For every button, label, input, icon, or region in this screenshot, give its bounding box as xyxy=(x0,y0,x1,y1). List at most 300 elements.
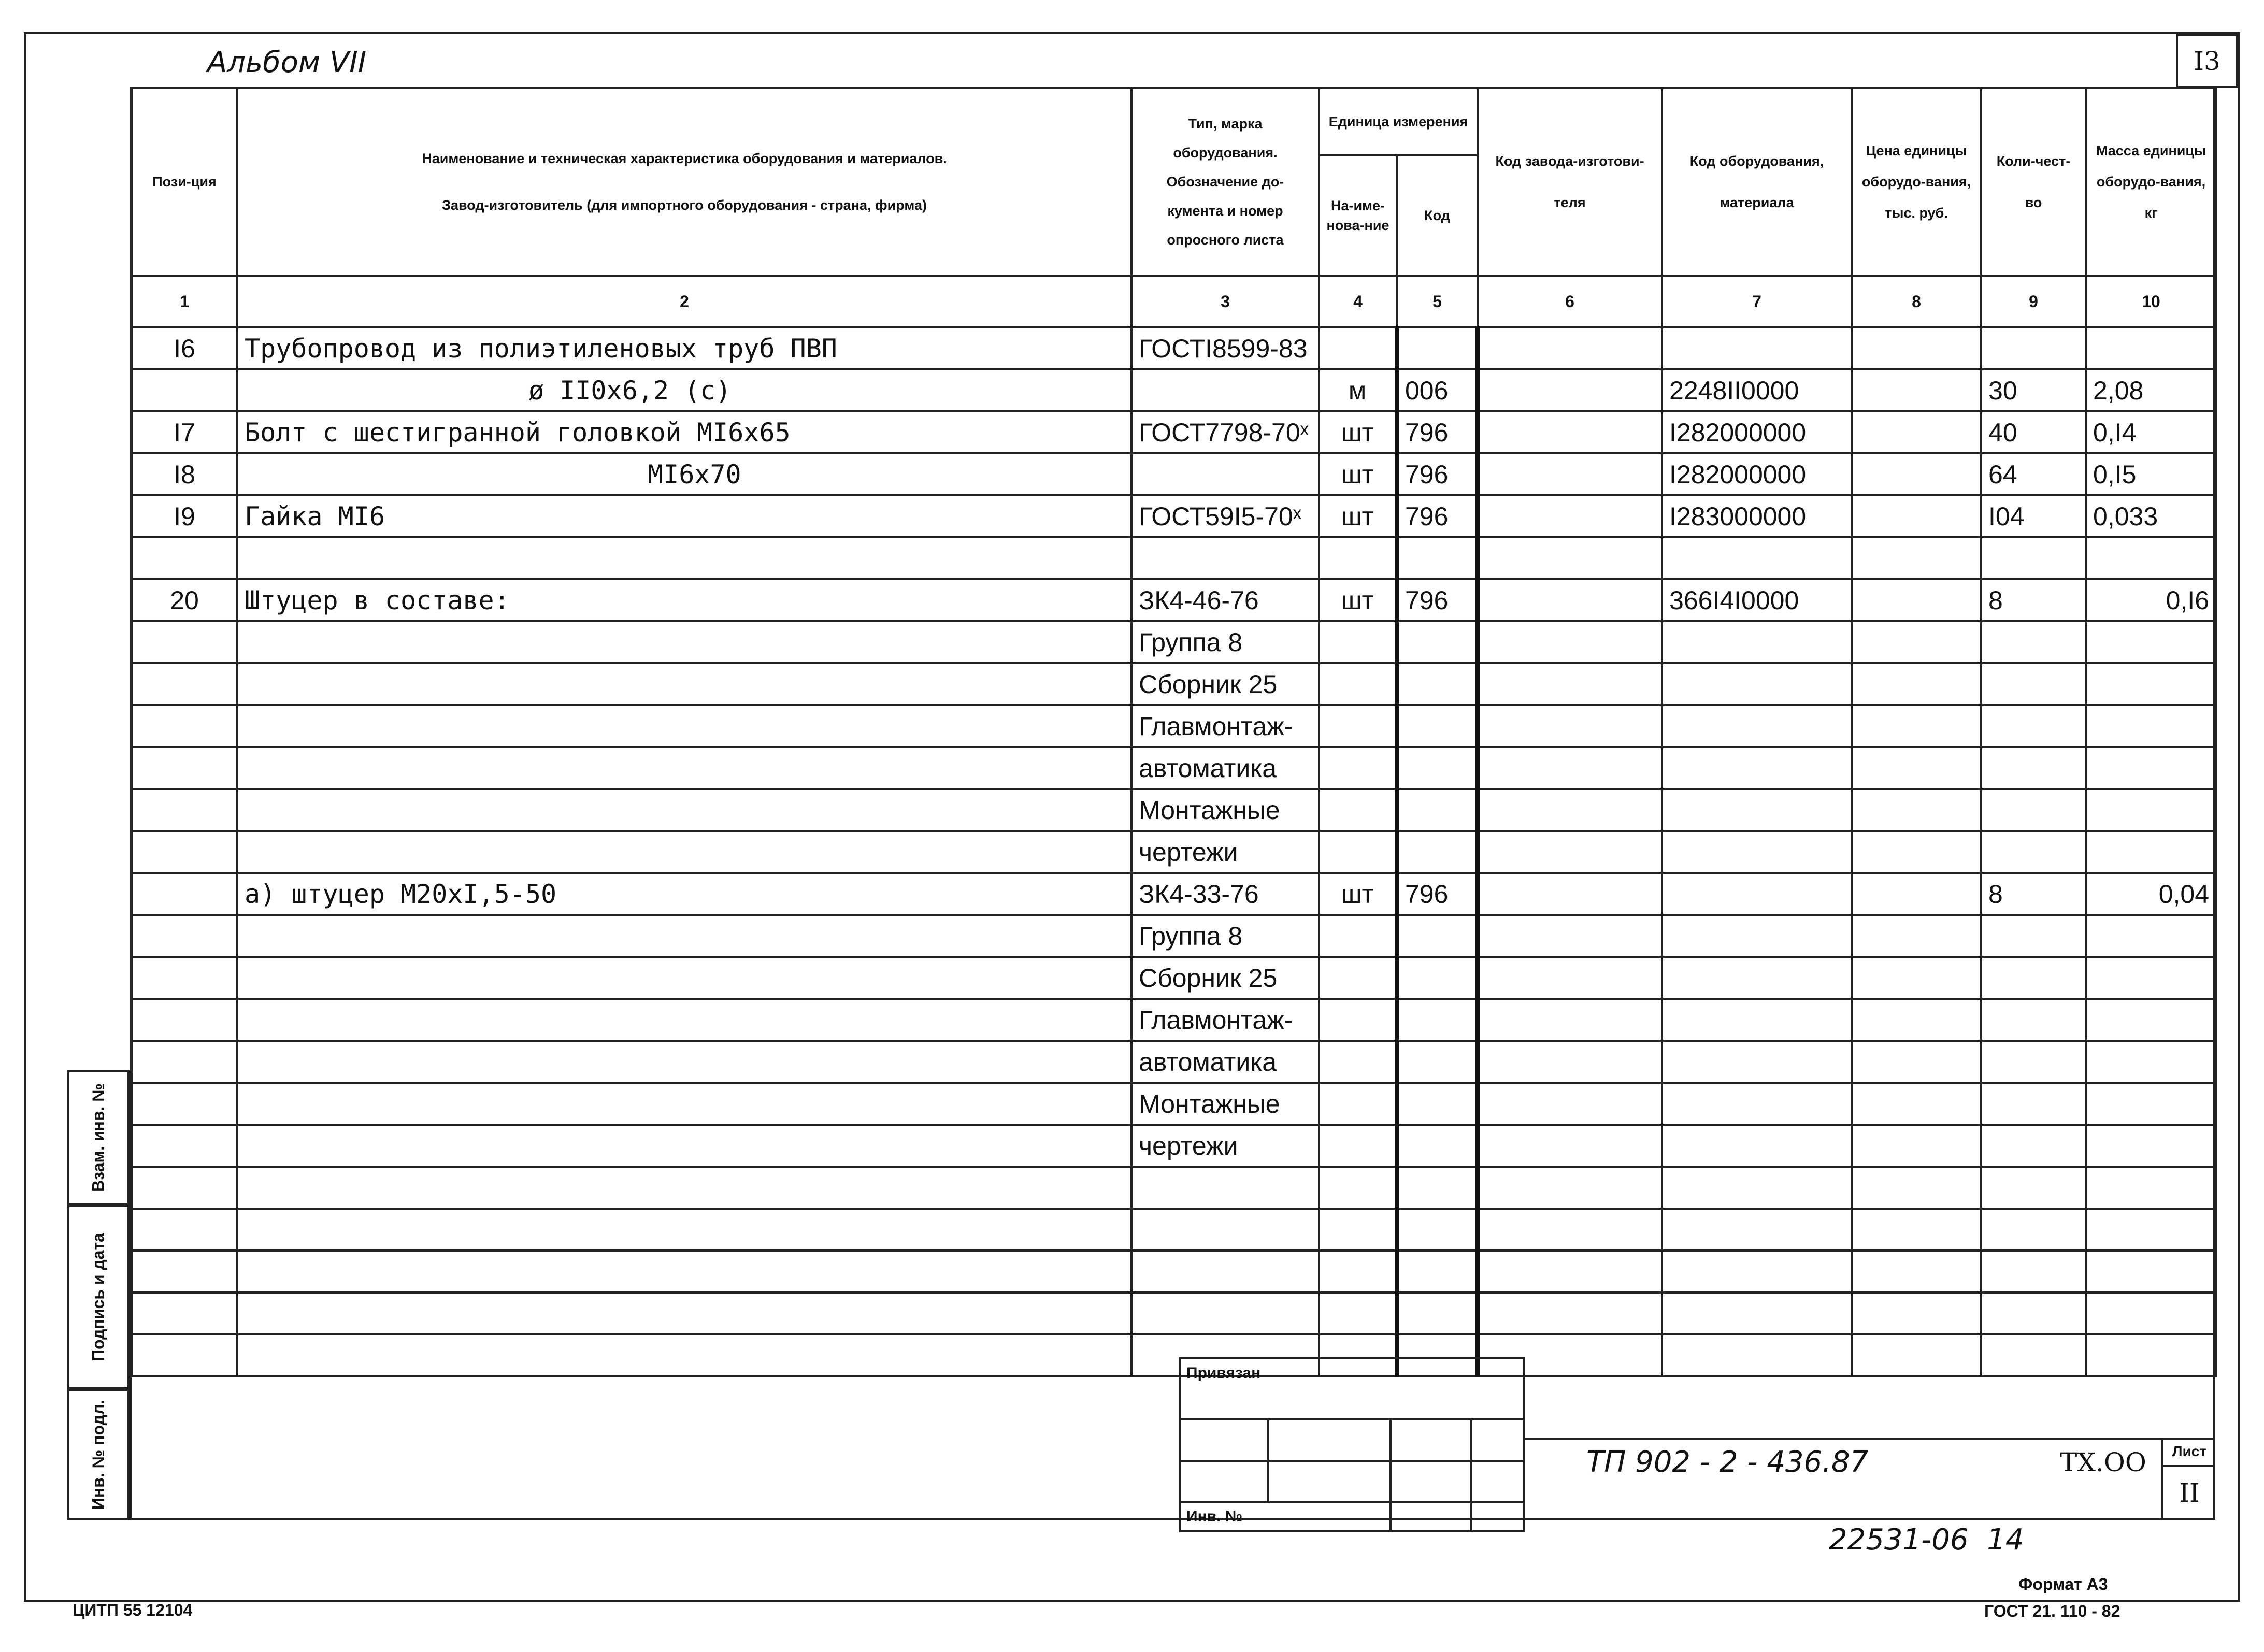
cell-type xyxy=(1131,1167,1319,1209)
sheet-number-top-box xyxy=(2176,34,2238,88)
cell-mass: 0,04 xyxy=(2086,873,2216,915)
cell-qty xyxy=(1981,1125,2086,1167)
cell-pos xyxy=(132,369,237,411)
cell-factory-code xyxy=(1478,579,1662,621)
cell-price xyxy=(1852,1125,1981,1167)
cell-mass xyxy=(2086,1125,2216,1167)
cell-mass xyxy=(2086,705,2216,747)
table-body xyxy=(132,327,2216,1376)
side-label-vzam: Взам. инв. № xyxy=(89,1083,108,1192)
cell-type: Главмонтаж- xyxy=(1131,705,1319,747)
cell-pos xyxy=(132,1167,237,1209)
cell-price xyxy=(1852,831,1981,873)
table-row xyxy=(132,327,2216,369)
cell-pos: I9 xyxy=(132,495,237,537)
cell-mass: 0,I4 xyxy=(2086,411,2216,453)
cell-equip-code xyxy=(1662,705,1852,747)
table-row xyxy=(132,369,2216,411)
table-row xyxy=(132,747,2216,789)
cell-price xyxy=(1852,1167,1981,1209)
stamp-cell xyxy=(1268,1419,1391,1461)
cell-equip-code xyxy=(1662,747,1852,789)
cell-mass xyxy=(2086,327,2216,369)
cell-equip-code xyxy=(1662,1125,1852,1167)
cell-type: автоматика xyxy=(1131,1041,1319,1083)
col-num: 5 xyxy=(1397,276,1478,327)
cell-name: Штуцер в составе: xyxy=(237,579,1131,621)
cell-price xyxy=(1852,621,1981,663)
header-pos: Пози-ция xyxy=(132,88,237,276)
cell-qty xyxy=(1981,537,2086,579)
cell-pos xyxy=(132,1251,237,1292)
cell-equip-code xyxy=(1662,621,1852,663)
footer-format: Формат А3 xyxy=(2018,1575,2108,1593)
cell-factory-code xyxy=(1478,1125,1662,1167)
cell-price xyxy=(1852,1292,1981,1334)
cell-unit xyxy=(1319,537,1397,579)
cell-unit-code xyxy=(1397,1251,1478,1292)
cell-price xyxy=(1852,579,1981,621)
cell-mass: 0,I5 xyxy=(2086,453,2216,495)
cell-factory-code xyxy=(1478,1251,1662,1292)
cell-pos: I7 xyxy=(132,411,237,453)
cell-mass xyxy=(2086,999,2216,1041)
cell-price xyxy=(1852,1251,1981,1292)
cell-equip-code xyxy=(1662,1167,1852,1209)
cell-equip-code xyxy=(1662,915,1852,957)
cell-price xyxy=(1852,369,1981,411)
cell-qty xyxy=(1981,957,2086,999)
cell-mass xyxy=(2086,957,2216,999)
cell-equip-code: I283000000 xyxy=(1662,495,1852,537)
cell-name xyxy=(237,1125,1131,1167)
cell-mass xyxy=(2086,1209,2216,1251)
cell-qty xyxy=(1981,1167,2086,1209)
cell-factory-code xyxy=(1478,873,1662,915)
cell-name xyxy=(237,1041,1131,1083)
stamp-cell xyxy=(1471,1502,1524,1531)
col-num: 2 xyxy=(237,276,1131,327)
cell-pos xyxy=(132,1334,237,1376)
cell-unit-code: 796 xyxy=(1397,453,1478,495)
side-box-inv xyxy=(67,1389,130,1520)
cell-price xyxy=(1852,789,1981,831)
col-num: 6 xyxy=(1478,276,1662,327)
cell-name: Гайка МI6 xyxy=(237,495,1131,537)
cell-price xyxy=(1852,327,1981,369)
cell-equip-code xyxy=(1662,789,1852,831)
cell-unit xyxy=(1319,663,1397,705)
footer-left-code: ЦИТП 55 12104 xyxy=(73,1601,193,1619)
cell-price xyxy=(1852,957,1981,999)
cell-factory-code xyxy=(1478,957,1662,999)
col-num: 4 xyxy=(1319,276,1397,327)
document-mark: ТХ.ОО xyxy=(2060,1447,2146,1477)
cell-unit: шт xyxy=(1319,411,1397,453)
cell-unit-code xyxy=(1397,1167,1478,1209)
stamp-cell xyxy=(1391,1419,1471,1461)
cell-unit-code xyxy=(1397,1125,1478,1167)
cell-unit-code xyxy=(1397,663,1478,705)
cell-pos xyxy=(132,1292,237,1334)
column-number-row xyxy=(132,276,2216,327)
table-row xyxy=(132,1125,2216,1167)
cell-price xyxy=(1852,747,1981,789)
cell-name xyxy=(237,789,1131,831)
cell-type: ГОСТI8599-83 xyxy=(1131,327,1319,369)
cell-mass xyxy=(2086,1251,2216,1292)
col-num: 7 xyxy=(1662,276,1852,327)
cell-unit-code xyxy=(1397,1041,1478,1083)
cell-name xyxy=(237,747,1131,789)
cell-qty: 8 xyxy=(1981,873,2086,915)
table-row xyxy=(132,579,2216,621)
cell-unit-code: 796 xyxy=(1397,495,1478,537)
header-qty: Коли-чест-во xyxy=(1981,88,2086,276)
cell-equip-code: I282000000 xyxy=(1662,453,1852,495)
cell-qty xyxy=(1981,663,2086,705)
cell-name xyxy=(237,663,1131,705)
cell-equip-code xyxy=(1662,537,1852,579)
cell-unit-code: 796 xyxy=(1397,411,1478,453)
cell-pos xyxy=(132,999,237,1041)
cell-unit-code xyxy=(1397,789,1478,831)
col-num: 9 xyxy=(1981,276,2086,327)
cell-qty xyxy=(1981,831,2086,873)
table-row xyxy=(132,915,2216,957)
cell-mass xyxy=(2086,915,2216,957)
cell-type: чертежи xyxy=(1131,1125,1319,1167)
table-row xyxy=(132,1251,2216,1292)
cell-factory-code xyxy=(1478,1167,1662,1209)
cell-pos xyxy=(132,663,237,705)
cell-qty xyxy=(1981,705,2086,747)
cell-type: ЗК4-33-76 xyxy=(1131,873,1319,915)
cell-factory-code xyxy=(1478,495,1662,537)
table-row xyxy=(132,663,2216,705)
cell-qty: 8 xyxy=(1981,579,2086,621)
cell-unit-code xyxy=(1397,1083,1478,1125)
archive-number: 22531-06 14 xyxy=(1829,1523,2024,1557)
header-unit: Единица измерения xyxy=(1319,88,1478,155)
header-name-line2: Завод-изготовитель (для импортного оборудования - страна, фирма) xyxy=(442,197,927,213)
cell-unit xyxy=(1319,1251,1397,1292)
cell-name: ø II0х6,2 (с) xyxy=(237,369,1131,411)
cell-factory-code xyxy=(1478,663,1662,705)
cell-qty xyxy=(1981,1251,2086,1292)
table-row xyxy=(132,453,2216,495)
cell-unit: шт xyxy=(1319,873,1397,915)
cell-equip-code xyxy=(1662,873,1852,915)
cell-mass xyxy=(2086,1083,2216,1125)
cell-factory-code xyxy=(1478,1209,1662,1251)
header-type: Тип, марка оборудования. Обозначение до-кумента и номер опросного листа xyxy=(1131,88,1319,276)
cell-factory-code xyxy=(1478,369,1662,411)
cell-price xyxy=(1852,999,1981,1041)
cell-unit xyxy=(1319,831,1397,873)
cell-unit xyxy=(1319,1167,1397,1209)
cell-unit: шт xyxy=(1319,453,1397,495)
header-unit-name: На-име-нова-ние xyxy=(1319,155,1397,276)
cell-pos xyxy=(132,537,237,579)
cell-pos xyxy=(132,747,237,789)
cell-factory-code xyxy=(1478,747,1662,789)
cell-unit xyxy=(1319,915,1397,957)
cell-equip-code xyxy=(1662,1292,1852,1334)
cell-unit-code xyxy=(1397,999,1478,1041)
cell-factory-code xyxy=(1478,789,1662,831)
cell-equip-code: 366I4I0000 xyxy=(1662,579,1852,621)
cell-type xyxy=(1131,1209,1319,1251)
stamp-cell xyxy=(1391,1502,1471,1531)
cell-factory-code xyxy=(1478,537,1662,579)
sheet-number-top: I3 xyxy=(2194,46,2220,76)
cell-name xyxy=(237,831,1131,873)
footer-gost: ГОСТ 21. 110 - 82 xyxy=(1984,1602,2120,1620)
cell-unit xyxy=(1319,327,1397,369)
cell-unit xyxy=(1319,621,1397,663)
cell-unit xyxy=(1319,957,1397,999)
album-label: Альбом VII xyxy=(207,46,367,79)
cell-unit xyxy=(1319,705,1397,747)
cell-unit-code: 796 xyxy=(1397,873,1478,915)
cell-name xyxy=(237,1334,1131,1376)
cell-type: Сборник 25 xyxy=(1131,663,1319,705)
cell-factory-code xyxy=(1478,705,1662,747)
cell-qty xyxy=(1981,621,2086,663)
cell-name xyxy=(237,1209,1131,1251)
table-row xyxy=(132,873,2216,915)
cell-price xyxy=(1852,663,1981,705)
table-row xyxy=(132,1292,2216,1334)
list-label: Лист xyxy=(2163,1438,2215,1467)
cell-factory-code xyxy=(1478,327,1662,369)
cell-unit xyxy=(1319,747,1397,789)
cell-qty xyxy=(1981,1209,2086,1251)
col-num: 1 xyxy=(132,276,237,327)
cell-name xyxy=(237,999,1131,1041)
cell-price xyxy=(1852,1041,1981,1083)
header-price: Цена единицы оборудо-вания, тыс. руб. xyxy=(1852,88,1981,276)
cell-equip-code xyxy=(1662,999,1852,1041)
cell-price xyxy=(1852,1334,1981,1376)
cell-unit-code xyxy=(1397,1292,1478,1334)
stamp-cell xyxy=(1180,1419,1268,1461)
cell-mass xyxy=(2086,831,2216,873)
table-row xyxy=(132,1041,2216,1083)
cell-qty: 40 xyxy=(1981,411,2086,453)
cell-unit-code xyxy=(1397,537,1478,579)
cell-qty: 30 xyxy=(1981,369,2086,411)
cell-name xyxy=(237,537,1131,579)
cell-equip-code xyxy=(1662,1334,1852,1376)
cell-unit xyxy=(1319,1041,1397,1083)
col-num: 8 xyxy=(1852,276,1981,327)
table-row xyxy=(132,621,2216,663)
cell-mass xyxy=(2086,1041,2216,1083)
stamp-cell xyxy=(1471,1419,1524,1461)
cell-price xyxy=(1852,453,1981,495)
header-name xyxy=(237,88,1131,276)
cell-qty xyxy=(1981,789,2086,831)
cell-unit-code xyxy=(1397,1209,1478,1251)
cell-name: Болт с шестигранной головкой МI6х65 xyxy=(237,411,1131,453)
cell-name xyxy=(237,621,1131,663)
cell-unit-code xyxy=(1397,747,1478,789)
cell-type xyxy=(1131,453,1319,495)
cell-pos xyxy=(132,915,237,957)
cell-type: Сборник 25 xyxy=(1131,957,1319,999)
table-row xyxy=(132,495,2216,537)
stamp-cell xyxy=(1180,1461,1268,1502)
cell-unit: шт xyxy=(1319,495,1397,537)
table-row xyxy=(132,1334,2216,1376)
cell-equip-code xyxy=(1662,1041,1852,1083)
table-row xyxy=(132,1083,2216,1125)
binding-stamp xyxy=(1179,1357,1525,1532)
cell-pos xyxy=(132,1209,237,1251)
cell-pos xyxy=(132,1041,237,1083)
cell-factory-code xyxy=(1478,411,1662,453)
cell-equip-code xyxy=(1662,957,1852,999)
cell-qty xyxy=(1981,1041,2086,1083)
cell-mass xyxy=(2086,789,2216,831)
cell-mass xyxy=(2086,1292,2216,1334)
cell-factory-code xyxy=(1478,999,1662,1041)
document-designation: ТП 902 - 2 - 436.87 xyxy=(1586,1445,1869,1479)
cell-pos xyxy=(132,705,237,747)
cell-price xyxy=(1852,915,1981,957)
cell-unit xyxy=(1319,1083,1397,1125)
cell-type xyxy=(1131,537,1319,579)
cell-unit: м xyxy=(1319,369,1397,411)
cell-type: ГОСТ59I5-70ˣ xyxy=(1131,495,1319,537)
cell-name: а) штуцер М20хI,5-50 xyxy=(237,873,1131,915)
cell-type: ГОСТ7798-70ˣ xyxy=(1131,411,1319,453)
cell-type: Главмонтаж- xyxy=(1131,999,1319,1041)
table-row xyxy=(132,537,2216,579)
cell-price xyxy=(1852,1083,1981,1125)
cell-price xyxy=(1852,873,1981,915)
cell-type xyxy=(1131,1251,1319,1292)
col-num: 3 xyxy=(1131,276,1319,327)
cell-qty xyxy=(1981,1334,2086,1376)
table-row xyxy=(132,831,2216,873)
cell-pos xyxy=(132,1125,237,1167)
cell-unit-code: 796 xyxy=(1397,579,1478,621)
cell-mass: 2,08 xyxy=(2086,369,2216,411)
cell-equip-code xyxy=(1662,327,1852,369)
cell-unit-code xyxy=(1397,831,1478,873)
header-mass: Масса единицы оборудо-вания, кг xyxy=(2086,88,2216,276)
cell-type: автоматика xyxy=(1131,747,1319,789)
header-unit-code: Код xyxy=(1397,155,1478,276)
cell-mass: 0,033 xyxy=(2086,495,2216,537)
cell-name: МI6х70 xyxy=(237,453,1131,495)
cell-equip-code: I282000000 xyxy=(1662,411,1852,453)
cell-equip-code xyxy=(1662,1251,1852,1292)
cell-factory-code xyxy=(1478,831,1662,873)
cell-qty xyxy=(1981,1083,2086,1125)
cell-pos xyxy=(132,1083,237,1125)
cell-mass xyxy=(2086,1334,2216,1376)
stamp-inv-no: Инв. № xyxy=(1180,1502,1391,1531)
cell-mass xyxy=(2086,747,2216,789)
side-box-podpis xyxy=(67,1205,130,1389)
table-row xyxy=(132,999,2216,1041)
cell-name xyxy=(237,957,1131,999)
cell-qty xyxy=(1981,327,2086,369)
cell-type: ЗК4-46-76 xyxy=(1131,579,1319,621)
col-num: 10 xyxy=(2086,276,2216,327)
cell-type: Монтажные xyxy=(1131,1083,1319,1125)
cell-equip-code xyxy=(1662,1083,1852,1125)
cell-pos xyxy=(132,789,237,831)
cell-pos xyxy=(132,831,237,873)
cell-pos: 20 xyxy=(132,579,237,621)
cell-factory-code xyxy=(1478,915,1662,957)
table-row xyxy=(132,1167,2216,1209)
cell-name xyxy=(237,1251,1131,1292)
cell-unit-code xyxy=(1397,705,1478,747)
cell-qty: 64 xyxy=(1981,453,2086,495)
cell-type: Группа 8 xyxy=(1131,915,1319,957)
cell-unit-code xyxy=(1397,621,1478,663)
cell-unit-code xyxy=(1397,915,1478,957)
cell-pos xyxy=(132,873,237,915)
header-factory: Код завода-изготови-теля xyxy=(1478,88,1662,276)
cell-name: Трубопровод из полиэтиленовых труб ПВП xyxy=(237,327,1131,369)
cell-mass xyxy=(2086,537,2216,579)
table-row xyxy=(132,1209,2216,1251)
cell-mass xyxy=(2086,621,2216,663)
cell-equip-code xyxy=(1662,831,1852,873)
cell-type: чертежи xyxy=(1131,831,1319,873)
table-row xyxy=(132,789,2216,831)
cell-price xyxy=(1852,1209,1981,1251)
cell-pos: I6 xyxy=(132,327,237,369)
cell-unit xyxy=(1319,789,1397,831)
cell-unit-code xyxy=(1397,327,1478,369)
cell-unit xyxy=(1319,1292,1397,1334)
cell-price xyxy=(1852,705,1981,747)
cell-unit: шт xyxy=(1319,579,1397,621)
cell-name xyxy=(237,915,1131,957)
side-box-vzam xyxy=(67,1070,130,1205)
cell-pos: I8 xyxy=(132,453,237,495)
cell-qty: I04 xyxy=(1981,495,2086,537)
cell-name xyxy=(237,1083,1131,1125)
cell-price xyxy=(1852,537,1981,579)
header-name-line1: Наименование и техническая характеристика оборудования и материалов. xyxy=(422,151,947,166)
side-label-podpis: Подпись и дата xyxy=(89,1233,108,1361)
stamp-cell xyxy=(1471,1461,1524,1502)
cell-name xyxy=(237,705,1131,747)
specification-table xyxy=(131,87,2217,1377)
cell-mass xyxy=(2086,663,2216,705)
header-equip-code: Код оборудования, материала xyxy=(1662,88,1852,276)
cell-qty xyxy=(1981,915,2086,957)
cell-type: Монтажные xyxy=(1131,789,1319,831)
cell-pos xyxy=(132,957,237,999)
cell-qty xyxy=(1981,747,2086,789)
cell-type: Группа 8 xyxy=(1131,621,1319,663)
cell-pos xyxy=(132,621,237,663)
cell-factory-code xyxy=(1478,1083,1662,1125)
cell-name xyxy=(237,1292,1131,1334)
cell-mass xyxy=(2086,1167,2216,1209)
cell-type xyxy=(1131,1292,1319,1334)
